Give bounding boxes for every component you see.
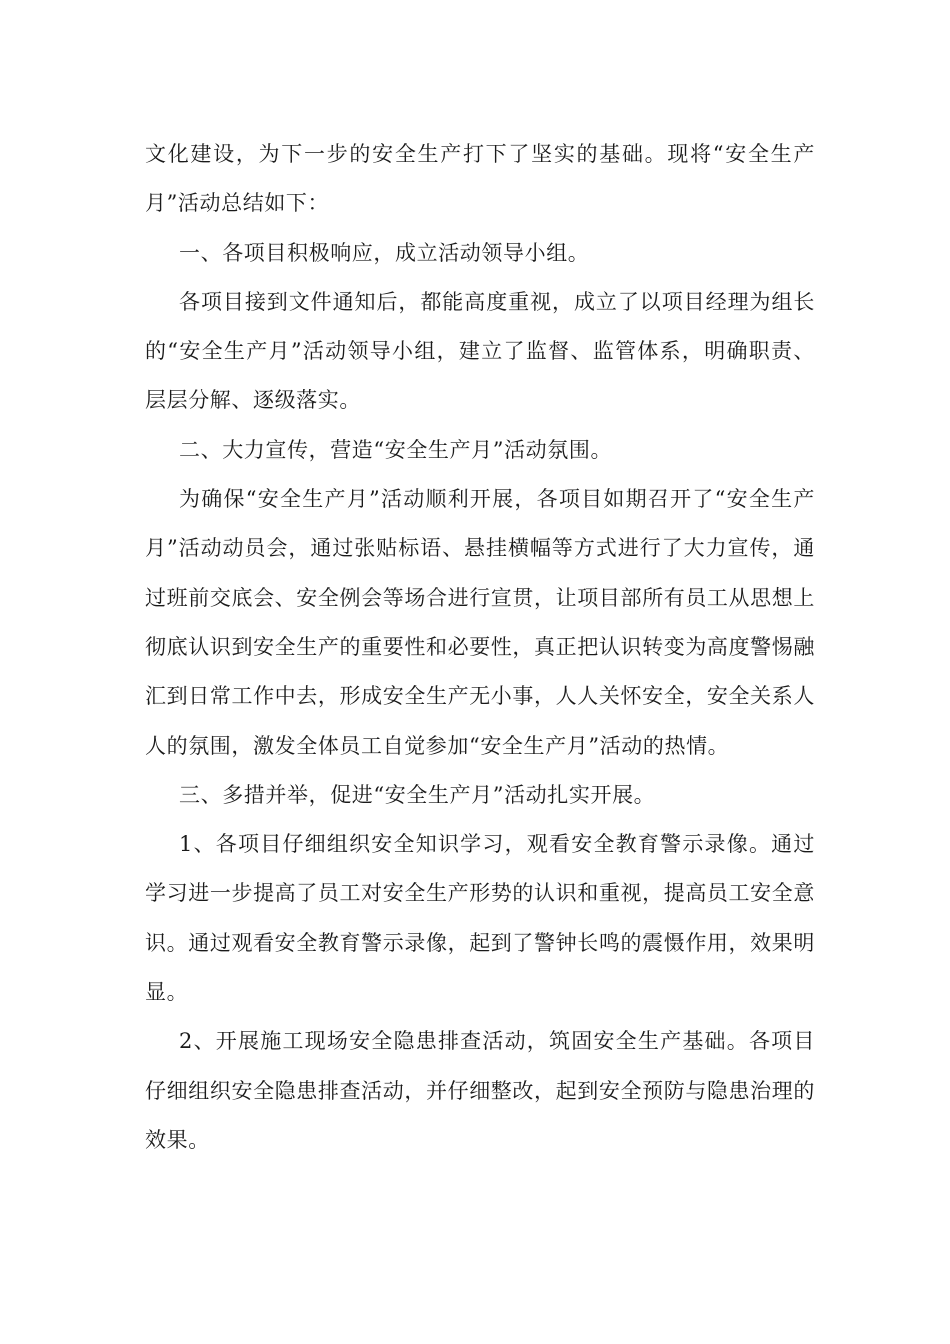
section-heading-2: 二、大力宣传，营造“安全生产月”活动氛围。: [179, 437, 613, 462]
section-heading-3: 三、多措并举，促进“安全生产月”活动扎实开展。: [179, 782, 656, 807]
section-heading-1: 一、各项目积极响应，成立活动领导小组。: [179, 240, 590, 265]
paragraph-section-1: 各项目接到文件通知后，都能高度重视，成立了以项目经理为组长的“安全生产月”活动领导小组，建立了监督、监管体系，明确职责、层层分解、逐级落实。: [145, 289, 815, 413]
document-body: [145, 130, 815, 1165]
paragraph-item-2: 2、开展施工现场安全隐患排查活动，筑固安全生产基础。各项目仔细组织安全隐患排查活动，并仔细整改，起到安全预防与隐患治理的效果。: [145, 1029, 815, 1152]
paragraph-item-1: 1、各项目仔细组织安全知识学习，观看安全教育警示录像。通过学习进一步提高了员工对安全生产形势的认识和重视，提高员工安全意识。通过观看安全教育警示录像，起到了警钟长鸣的震慑作用，效果明显。: [145, 832, 815, 1005]
paragraph-continuation: 文化建设，为下一步的安全生产打下了坚实的基础。现将“安全生产月”活动总结如下：: [145, 142, 815, 216]
paragraph-section-2: 为确保“安全生产月”活动顺利开展，各项目如期召开了“安全生产月”活动动员会，通过张贴标语、悬挂横幅等方式进行了大力宣传，通过班前交底会、安全例会等场合进行宣贯，让项目部所有员工从思想上彻底认识到安全生产的重要性和必要性，真正把认识转变为高度警惕融汇到日常工作中去，形成安全生产无小事，人人关怀安全，安全关系人人的氛围，激发全体员工自觉参加“安全生产月”活动的热情。: [145, 487, 815, 758]
